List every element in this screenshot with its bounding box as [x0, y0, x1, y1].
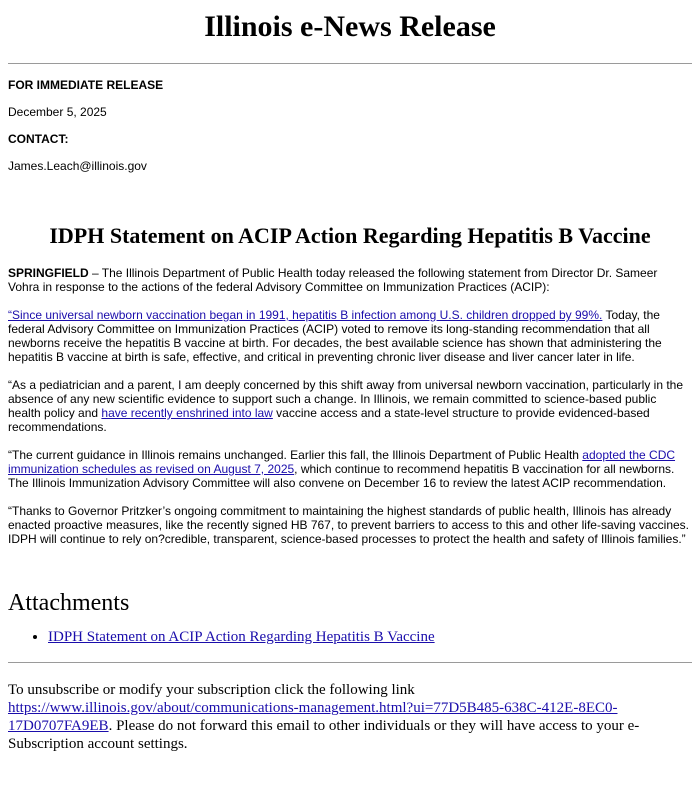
list-item	[48, 628, 692, 646]
cdc-schedule-link[interactable]: adopted the CDC immunization schedules as revised on August 7, 2025	[8, 448, 676, 476]
release-date: December 5, 2025	[8, 105, 107, 119]
unsubscribe-footer	[8, 663, 692, 753]
masthead-title: Illinois e-News Release	[204, 10, 496, 43]
paragraph-1	[8, 250, 692, 294]
statistic-link[interactable]: “Since universal newborn vaccination began in 1991, hepatitis B infection among U.S. children dropped by 99%.	[8, 308, 603, 322]
paragraph-2-text: Today, the federal Advisory Committee on Immunization Practices (ACIP) voted to remove its long-standing recommendation that all newborns receive the hepatitis B vaccine at birth. For decades, the best available science has shown that administering the hepatitis B vaccine at birth is safe, effective, and critical in preventing chronic liver disease and liver cancer later in life.	[8, 308, 662, 364]
article-body	[8, 250, 692, 546]
footer-text-b: . Please do not forward this email to other individuals or they will have access to your e-Subscription account settings.	[8, 718, 640, 752]
dateline: SPRINGFIELD	[8, 266, 89, 280]
enshrined-law-link[interactable]: have recently enshrined into law	[101, 406, 273, 420]
attachments-heading: Attachments	[8, 590, 130, 616]
paragraph-2	[8, 294, 692, 364]
release-label: FOR IMMEDIATE RELEASE	[8, 78, 164, 92]
contact-email: James.Leach@illinois.gov	[8, 159, 147, 173]
paragraph-4-text-a: “The current guidance in Illinois remains unchanged. Earlier this fall, the Illinois Department of Public Health	[8, 448, 583, 462]
paragraph-5: “Thanks to Governor Pritzker’s ongoing commitment to maintaining the highest standards of public health, Illinois has already enacted proactive measures, like the recently signed HB 767, to prevent barriers to access to this and other life-saving vaccines. IDPH will continue to rely on?credible, transparent, science-based processes to protect the health and safety of Illinois families.”	[8, 504, 690, 546]
paragraph-3-text-a: “As a pediatrician and a parent, I am deeply concerned by this shift away from universal newborn vaccination, particularly in the absence of any new scientific evidence to support such a change. In Illinois, we remain committed to science-based public health policy and	[8, 378, 684, 420]
attachment-link[interactable]: IDPH Statement on ACIP Action Regarding Hepatitis B Vaccine	[48, 629, 435, 645]
unsubscribe-link[interactable]: https://www.illinois.gov/about/communications-management.html?ui=77D5B485-638C-412E-8EC0-17D0707FA9EB	[8, 700, 618, 734]
paragraph-4	[8, 434, 692, 490]
paragraph-4-text-b: , which continue to recommend hepatitis B vaccination for all newborns. The Illinois Immunization Advisory Committee will also convene on December 16 to review the latest ACIP recommendation.	[8, 462, 675, 490]
paragraph-1-text: – The Illinois Department of Public Health today released the following statement from Director Dr. Sameer Vohra in response to the actions of the federal Advisory Committee on Immunization Practices (ACIP):	[8, 266, 658, 294]
attachments-list	[8, 618, 692, 646]
footer-text-a: To unsubscribe or modify your subscription click the following link	[8, 682, 415, 698]
contact-label: CONTACT:	[8, 132, 69, 146]
paragraph-3-text-b: vaccine access and a state-level structure to provide evidenced-based recommendations.	[8, 406, 650, 434]
article-headline: IDPH Statement on ACIP Action Regarding Hepatitis B Vaccine	[49, 223, 651, 248]
paragraph-3	[8, 364, 692, 434]
release-meta	[8, 64, 692, 173]
